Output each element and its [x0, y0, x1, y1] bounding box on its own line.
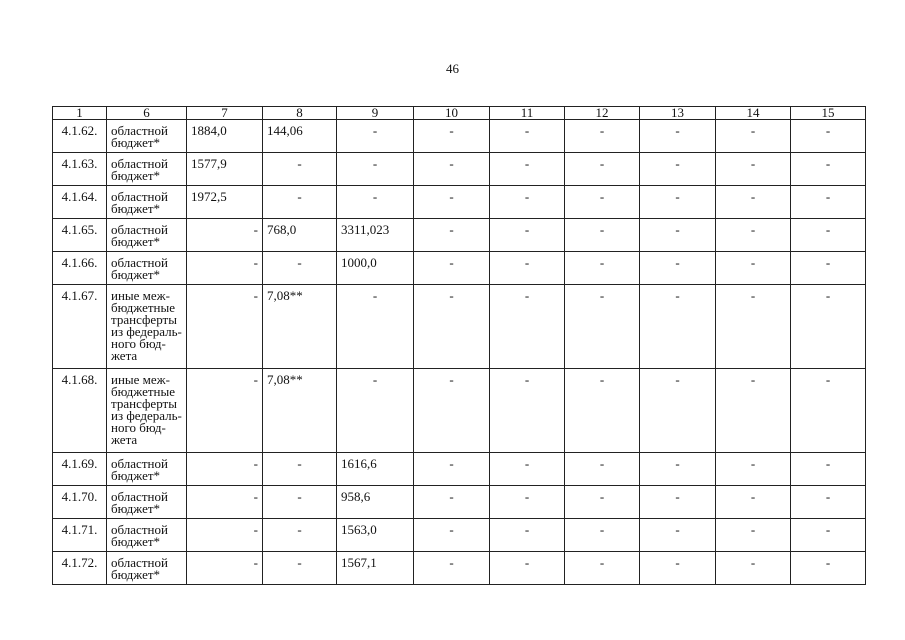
col-15-cell: -	[791, 486, 866, 519]
column-header: 15	[791, 107, 866, 120]
col-10-cell: -	[414, 285, 490, 369]
col-11-cell: -	[490, 252, 565, 285]
col-8-cell: 768,0	[263, 219, 337, 252]
row-number-cell: 4.1.70.	[53, 486, 107, 519]
col-13-cell: -	[640, 120, 716, 153]
funding-source-cell: областной бюджет*	[107, 486, 187, 519]
col-9-cell: 958,6	[337, 486, 414, 519]
funding-source-cell: областной бюджет*	[107, 552, 187, 585]
col-7-cell: -	[187, 453, 263, 486]
col-11-cell: -	[490, 120, 565, 153]
col-7-cell: -	[187, 486, 263, 519]
row-number-cell: 4.1.69.	[53, 453, 107, 486]
col-9-cell: -	[337, 153, 414, 186]
funding-source-cell: областной бюджет*	[107, 519, 187, 552]
col-10-cell: -	[414, 252, 490, 285]
col-11-cell: -	[490, 153, 565, 186]
col-13-cell: -	[640, 552, 716, 585]
col-9-cell: -	[337, 186, 414, 219]
column-header: 10	[414, 107, 490, 120]
row-number-cell: 4.1.63.	[53, 153, 107, 186]
col-7-cell: -	[187, 285, 263, 369]
col-10-cell: -	[414, 219, 490, 252]
column-header: 9	[337, 107, 414, 120]
col-15-cell: -	[791, 153, 866, 186]
table-row	[53, 153, 866, 186]
col-12-cell: -	[565, 252, 640, 285]
col-8-cell: -	[263, 252, 337, 285]
row-number-cell: 4.1.72.	[53, 552, 107, 585]
col-14-cell: -	[716, 453, 791, 486]
col-7-cell: -	[187, 252, 263, 285]
col-15-cell: -	[791, 369, 866, 453]
row-number-cell: 4.1.71.	[53, 519, 107, 552]
col-7-cell: -	[187, 552, 263, 585]
col-7-cell: 1884,0	[187, 120, 263, 153]
header-row	[53, 107, 866, 120]
column-header: 7	[187, 107, 263, 120]
col-13-cell: -	[640, 219, 716, 252]
row-number-cell: 4.1.67.	[53, 285, 107, 369]
col-8-cell: -	[263, 153, 337, 186]
col-9-cell: -	[337, 285, 414, 369]
col-10-cell: -	[414, 120, 490, 153]
col-10-cell: -	[414, 486, 490, 519]
col-8-cell: 7,08**	[263, 285, 337, 369]
col-10-cell: -	[414, 519, 490, 552]
col-8-cell: 7,08**	[263, 369, 337, 453]
col-12-cell: -	[565, 369, 640, 453]
col-12-cell: -	[565, 153, 640, 186]
col-15-cell: -	[791, 120, 866, 153]
funding-source-cell: иные меж- бюджетные трансферты из федераль- ного бюд- жета	[107, 285, 187, 369]
col-12-cell: -	[565, 120, 640, 153]
col-7-cell: -	[187, 219, 263, 252]
col-14-cell: -	[716, 486, 791, 519]
col-12-cell: -	[565, 285, 640, 369]
col-10-cell: -	[414, 369, 490, 453]
table-row	[53, 186, 866, 219]
col-7-cell: 1972,5	[187, 186, 263, 219]
table-row	[53, 219, 866, 252]
col-9-cell: -	[337, 369, 414, 453]
col-12-cell: -	[565, 519, 640, 552]
col-14-cell: -	[716, 519, 791, 552]
col-12-cell: -	[565, 219, 640, 252]
table-row	[53, 369, 866, 453]
page-number: 46	[446, 61, 459, 76]
table-row	[53, 120, 866, 153]
row-number-cell: 4.1.66.	[53, 252, 107, 285]
col-10-cell: -	[414, 186, 490, 219]
col-13-cell: -	[640, 153, 716, 186]
col-13-cell: -	[640, 252, 716, 285]
col-15-cell: -	[791, 219, 866, 252]
column-header: 6	[107, 107, 187, 120]
funding-source-cell: областной бюджет*	[107, 186, 187, 219]
col-9-cell: 3311,023	[337, 219, 414, 252]
col-9-cell: 1000,0	[337, 252, 414, 285]
col-13-cell: -	[640, 285, 716, 369]
table-row	[53, 552, 866, 585]
col-13-cell: -	[640, 486, 716, 519]
col-9-cell: 1567,1	[337, 552, 414, 585]
col-9-cell: 1563,0	[337, 519, 414, 552]
column-header: 12	[565, 107, 640, 120]
col-14-cell: -	[716, 219, 791, 252]
col-15-cell: -	[791, 186, 866, 219]
col-12-cell: -	[565, 453, 640, 486]
funding-source-cell: областной бюджет*	[107, 453, 187, 486]
col-14-cell: -	[716, 369, 791, 453]
col-12-cell: -	[565, 552, 640, 585]
col-11-cell: -	[490, 486, 565, 519]
col-8-cell: 144,06	[263, 120, 337, 153]
funding-source-cell: областной бюджет*	[107, 120, 187, 153]
column-header: 13	[640, 107, 716, 120]
row-number-cell: 4.1.62.	[53, 120, 107, 153]
col-10-cell: -	[414, 453, 490, 486]
col-8-cell: -	[263, 552, 337, 585]
col-11-cell: -	[490, 219, 565, 252]
table-row	[53, 486, 866, 519]
col-11-cell: -	[490, 453, 565, 486]
funding-source-cell: иные меж- бюджетные трансферты из федераль- ного бюд- жета	[107, 369, 187, 453]
col-15-cell: -	[791, 453, 866, 486]
col-11-cell: -	[490, 369, 565, 453]
column-header: 11	[490, 107, 565, 120]
col-14-cell: -	[716, 153, 791, 186]
col-13-cell: -	[640, 453, 716, 486]
funding-source-cell: областной бюджет*	[107, 252, 187, 285]
row-number-cell: 4.1.65.	[53, 219, 107, 252]
col-13-cell: -	[640, 186, 716, 219]
funding-source-cell: областной бюджет*	[107, 219, 187, 252]
col-15-cell: -	[791, 252, 866, 285]
col-11-cell: -	[490, 186, 565, 219]
col-7-cell: -	[187, 519, 263, 552]
col-12-cell: -	[565, 486, 640, 519]
col-14-cell: -	[716, 552, 791, 585]
col-11-cell: -	[490, 552, 565, 585]
col-9-cell: 1616,6	[337, 453, 414, 486]
col-14-cell: -	[716, 186, 791, 219]
col-15-cell: -	[791, 519, 866, 552]
col-8-cell: -	[263, 519, 337, 552]
row-number-cell: 4.1.64.	[53, 186, 107, 219]
table-row	[53, 453, 866, 486]
col-11-cell: -	[490, 285, 565, 369]
col-11-cell: -	[490, 519, 565, 552]
col-14-cell: -	[716, 252, 791, 285]
col-15-cell: -	[791, 285, 866, 369]
column-header: 8	[263, 107, 337, 120]
column-header: 14	[716, 107, 791, 120]
col-7-cell: -	[187, 369, 263, 453]
table-row	[53, 519, 866, 552]
col-8-cell: -	[263, 453, 337, 486]
col-14-cell: -	[716, 120, 791, 153]
table-body	[53, 120, 866, 585]
col-12-cell: -	[565, 186, 640, 219]
col-13-cell: -	[640, 519, 716, 552]
budget-table	[52, 106, 866, 585]
col-10-cell: -	[414, 153, 490, 186]
col-8-cell: -	[263, 186, 337, 219]
col-7-cell: 1577,9	[187, 153, 263, 186]
col-9-cell: -	[337, 120, 414, 153]
row-number-cell: 4.1.68.	[53, 369, 107, 453]
col-13-cell: -	[640, 369, 716, 453]
funding-source-cell: областной бюджет*	[107, 153, 187, 186]
col-10-cell: -	[414, 552, 490, 585]
column-header: 1	[53, 107, 107, 120]
col-14-cell: -	[716, 285, 791, 369]
col-8-cell: -	[263, 486, 337, 519]
table-row	[53, 285, 866, 369]
col-15-cell: -	[791, 552, 866, 585]
table-row	[53, 252, 866, 285]
